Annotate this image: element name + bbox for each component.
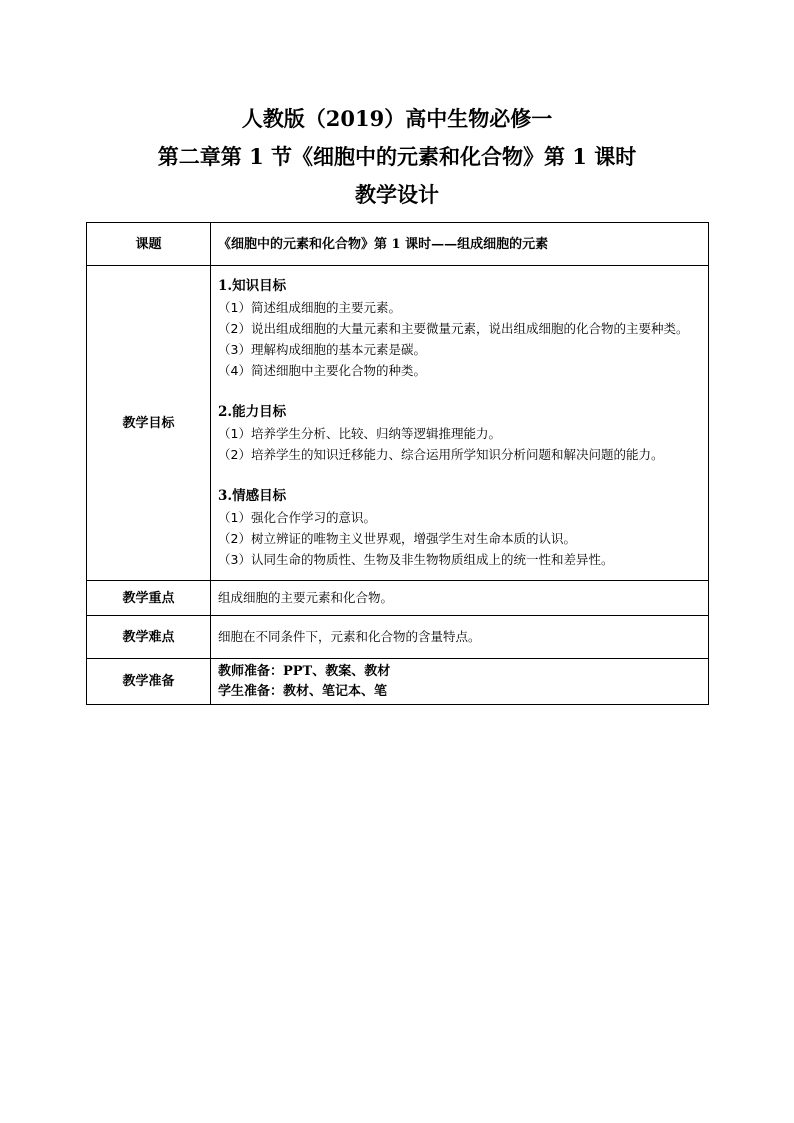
objectives-cell: [211, 266, 709, 581]
knowledge-goal-item: （1）简述组成细胞的主要元素。: [218, 300, 401, 315]
knowledge-goal-item: （4）简述细胞中主要化合物的种类。: [218, 363, 426, 378]
focus-label: 教学重点: [87, 581, 211, 616]
knowledge-goal-item: （3）理解构成细胞的基本元素是碳。: [218, 342, 426, 357]
section-spacer: [218, 381, 702, 402]
topic-label: 课题: [87, 223, 211, 266]
row-preparation: [87, 659, 709, 705]
knowledge-goal-heading: 1.知识目标: [218, 278, 287, 294]
row-topic: [87, 223, 709, 266]
title-line-chapter: 第二章第 1 节《细胞中的元素和化合物》第 1 课时: [157, 144, 637, 169]
ability-goal-item: （1）培养学生分析、比较、归纳等逻辑推理能力。: [218, 426, 501, 441]
title-line-textbook: 人教版（2019）高中生物必修一: [241, 106, 553, 131]
difficulty-label: 教学难点: [87, 616, 211, 659]
preparation-label: 教学准备: [87, 659, 211, 705]
lesson-plan-table: [86, 222, 709, 705]
emotion-goal-item: （3）认同生命的物质性、生物及非生物物质组成上的统一性和差异性。: [218, 552, 614, 567]
row-objectives: [87, 266, 709, 581]
title-line-design: 教学设计: [355, 182, 439, 207]
row-difficulty: [87, 616, 709, 659]
section-spacer: [218, 465, 702, 486]
topic-cell: [211, 223, 709, 266]
knowledge-goal-item: （2）说出组成细胞的大量元素和主要微量元素，说出组成细胞的化合物的主要种类。: [218, 321, 689, 336]
difficulty-value: 细胞在不同条件下，元素和化合物的含量特点。: [218, 629, 481, 644]
row-focus: [87, 581, 709, 616]
document-title: [0, 100, 794, 214]
student-preparation: 学生准备：教材、笔记本、笔: [218, 683, 388, 699]
focus-cell: [211, 581, 709, 616]
objectives-label: 教学目标: [87, 266, 211, 581]
focus-value: 组成细胞的主要元素和化合物。: [218, 590, 394, 605]
topic-value: 《细胞中的元素和化合物》第 1 课时——组成细胞的元素: [218, 236, 549, 252]
preparation-cell: [211, 659, 709, 705]
emotion-goal-heading: 3.情感目标: [218, 488, 287, 504]
ability-goal-item: （2）培养学生的知识迁移能力、综合运用所学知识分析问题和解决问题的能力。: [218, 447, 664, 462]
difficulty-cell: [211, 616, 709, 659]
emotion-goal-item: （2）树立辨证的唯物主义世界观，增强学生对生命本质的认识。: [218, 531, 576, 546]
teacher-preparation: 教师准备：PPT、教案、教材: [218, 663, 391, 679]
ability-goal-heading: 2.能力目标: [218, 404, 287, 420]
emotion-goal-item: （1）强化合作学习的意识。: [218, 510, 376, 525]
